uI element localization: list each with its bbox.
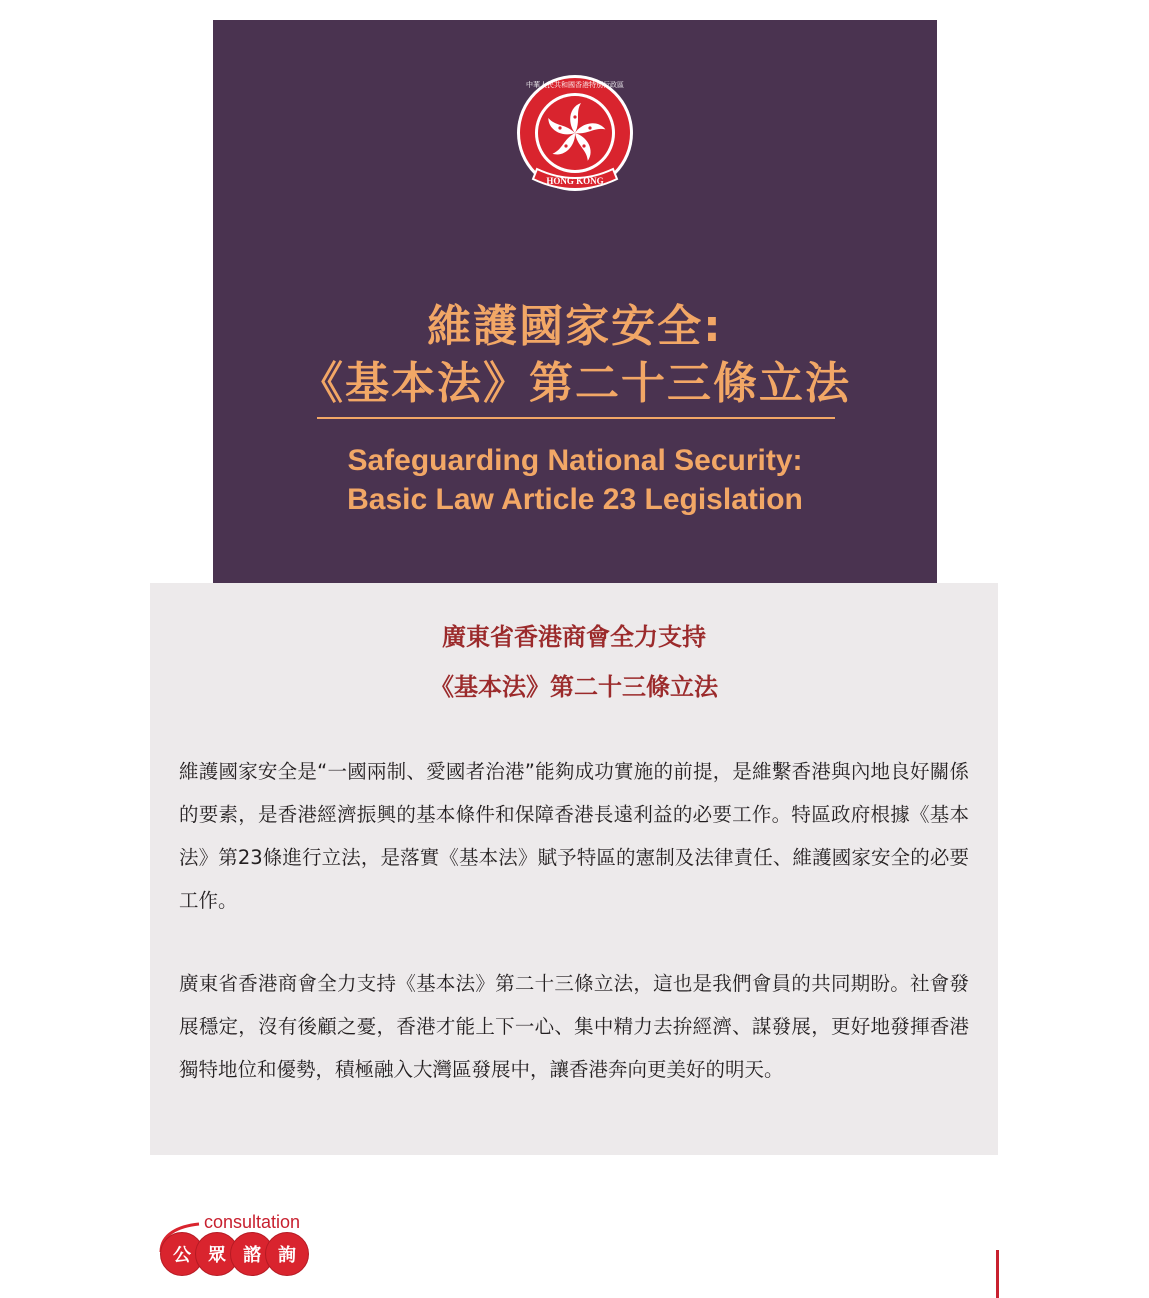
title-chinese-line2: 《基本法》第二十三條立法: [299, 358, 851, 409]
logo-char-1: 公: [160, 1232, 204, 1276]
hong-kong-emblem-icon: [515, 73, 635, 205]
title-chinese-line1: 維護國家安全:: [427, 301, 723, 352]
logo-char-4: 詢: [265, 1232, 309, 1276]
logo-char-2: 眾: [195, 1232, 239, 1276]
statement-paragraph-1: 維護國家安全是“一國兩制、愛國者治港”能夠成功實施的前提，是維繫香港與內地良好關係的要素，是香港經濟振興的基本條件和保障香港長遠利益的必要工作。特區政府根據《基本法》第23條進行立法，是落實《基本法》賦予特區的憲制及法律責任、維護國家安全的必要工作。: [179, 760, 969, 912]
title-english-line2: Basic Law Article 23 Legislation: [347, 483, 803, 516]
emblem-ring-text: 中華人民共和國香港特別行政區: [526, 81, 624, 89]
logo-char-3: 諮: [230, 1232, 274, 1276]
statement-panel: [150, 583, 998, 1155]
statement-paragraph-2: 廣東省香港商會全力支持《基本法》第二十三條立法，這也是我們會員的共同期盼。社會發展穩定，沒有後顧之憂，香港才能上下一心、集中精力去拚經濟、謀發展，更好地發揮香港獨特地位和優勢，積極融入大灣區發展中，讓香港奔向更美好的明天。: [179, 972, 969, 1081]
title-divider: [317, 417, 835, 419]
statement-heading-line2: 《基本法》第二十三條立法: [430, 673, 718, 701]
emblem-banner-text: HONG KONG: [546, 176, 604, 186]
cover-banner: [213, 20, 937, 585]
consultation-logo-word: consultation: [204, 1212, 301, 1232]
statement-heading-line1: 廣東省香港商會全力支持: [442, 623, 706, 651]
title-english-line1: Safeguarding National Security:: [347, 444, 803, 477]
consultation-logo: [160, 1232, 310, 1276]
page-edge-marker: [996, 1250, 999, 1298]
